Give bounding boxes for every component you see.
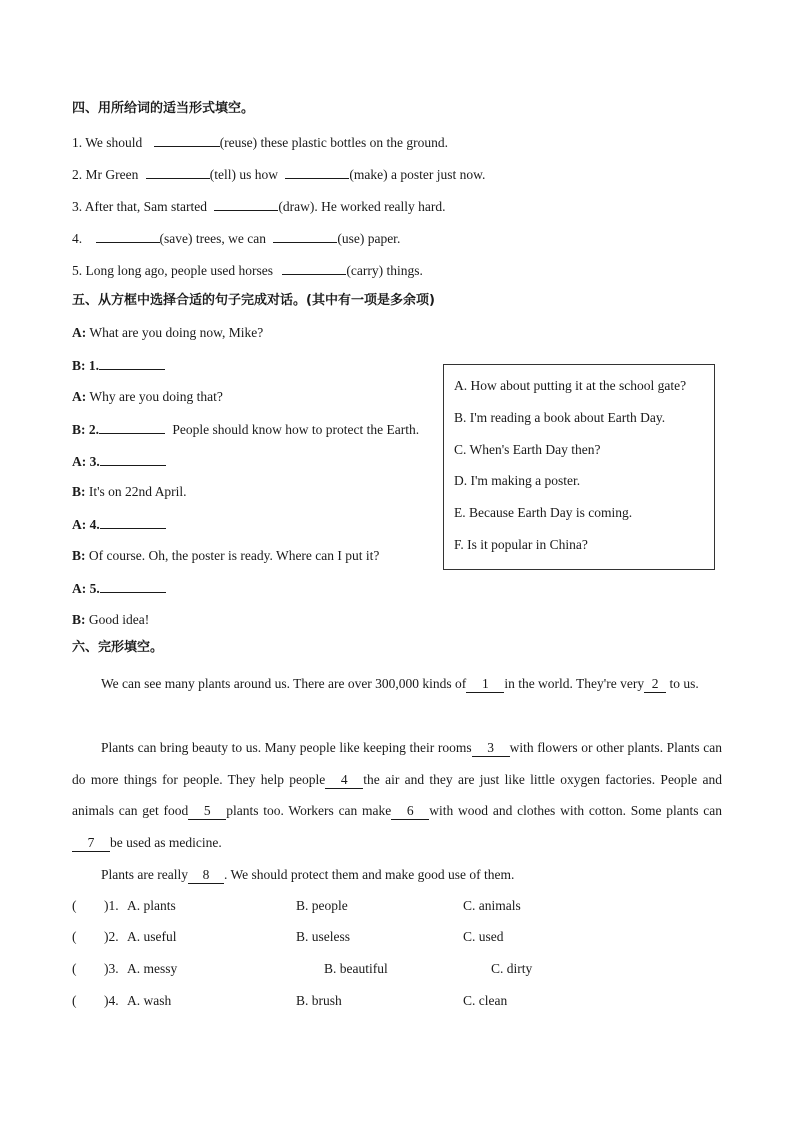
- dialogue-line: A: 5.: [72, 579, 166, 598]
- passage-paragraph-3: Plants are really 8 . We should protect them and make good use of them.: [101, 867, 515, 882]
- answer-paren[interactable]: (: [72, 961, 77, 976]
- answer-blank[interactable]: [96, 229, 160, 243]
- option-c: C. When's Earth Day then?: [454, 442, 601, 457]
- answer-blank[interactable]: [282, 261, 346, 275]
- answer-blank[interactable]: [100, 579, 166, 593]
- s4-item-2: 2. Mr Green (tell) us how (make) a poster just now.: [72, 167, 486, 182]
- passage-paragraph-2: Plants can bring beauty to us. Many people like keeping their rooms 3 with flowers or other plants. Plants can do more things for people. They help people 4 the air and they are just like little oxygen factories. People and animals can get food 5 plants too. Workers can make 6 with wood and clothes with cotton. Some plants can7 be used as medicine.: [72, 740, 722, 850]
- section4-heading: 四、用所给词的适当形式填空。: [72, 101, 255, 116]
- option-e: E. Because Earth Day is coming.: [454, 505, 633, 520]
- choice-a[interactable]: A. useful: [127, 929, 177, 944]
- answer-blank[interactable]: [146, 165, 210, 179]
- s4-item-3: 3. After that, Sam started (draw). He worked really hard.: [72, 199, 446, 214]
- options-box: [443, 364, 715, 570]
- cloze-blank[interactable]: 6: [391, 803, 429, 820]
- dialogue-line: B: It's on 22nd April.: [72, 484, 187, 499]
- dialogue-line: A: What are you doing now, Mike?: [72, 325, 264, 340]
- choice-c[interactable]: C. clean: [463, 993, 508, 1008]
- section6-heading: 六、完形填空。: [72, 640, 164, 655]
- answer-blank[interactable]: [100, 515, 166, 529]
- dialogue-line: B: 2. People should know how to protect the Earth.: [72, 422, 420, 437]
- s4-item-4: 4. (save) trees, we can (use) paper.: [72, 231, 401, 246]
- dialogue-line: A: 3.: [72, 452, 166, 471]
- cloze-blank[interactable]: 1: [466, 676, 504, 693]
- cloze-blank[interactable]: 3: [472, 740, 510, 757]
- cloze-blank[interactable]: 7: [72, 835, 110, 852]
- choice-c[interactable]: C. animals: [463, 898, 521, 913]
- option-a: A. How about putting it at the school gate?: [454, 378, 687, 393]
- s4-item-1: 1. We should (reuse) these plastic bottles on the ground.: [72, 135, 449, 150]
- dialogue-line: B: Of course. Oh, the poster is ready. Where can I put it?: [72, 548, 380, 563]
- cloze-blank[interactable]: 4: [325, 772, 363, 789]
- choice-b[interactable]: B. useless: [296, 929, 350, 944]
- option-d: D. I'm making a poster.: [454, 473, 581, 488]
- choice-c[interactable]: C. dirty: [491, 961, 533, 976]
- choice-a[interactable]: A. plants: [127, 898, 176, 913]
- choice-c[interactable]: C. used: [463, 929, 504, 944]
- cloze-blank[interactable]: 8: [188, 867, 224, 884]
- s4-item-5: 5. Long long ago, people used horses (carry) things.: [72, 263, 423, 278]
- answer-blank[interactable]: [99, 420, 165, 434]
- choice-b[interactable]: B. brush: [296, 993, 342, 1008]
- section5-heading: 五、从方框中选择合适的句子完成对话。(其中有一项是多余项): [72, 293, 435, 308]
- dialogue-line: A: Why are you doing that?: [72, 389, 223, 404]
- option-b: B. I'm reading a book about Earth Day.: [454, 410, 666, 425]
- answer-blank[interactable]: [285, 165, 349, 179]
- dialogue-line: B: 1.: [72, 356, 165, 375]
- answer-blank[interactable]: [154, 133, 220, 147]
- passage-paragraph-1: We can see many plants around us. There are over 300,000 kinds of 1 in the world. They're very 2 to us.: [101, 676, 699, 691]
- dialogue-line: A: 4.: [72, 515, 166, 534]
- answer-blank[interactable]: [100, 452, 166, 466]
- worksheet-page: 四、用所给词的适当形式填空。 1. We should (reuse) these plastic bottles on the ground. 2. Mr Green (tell) us how (make) a poster just now. 3. After that, Sam started (draw). He worked really hard. 4. (save) trees, we can (use) paper. 5. Long long ago, people used horses (carry) things. 五、从方框中选择合适的句子完成对话。(其中有一项是多余项) A: What are you doing now, Mike? B: 1. A: Why are you doing that? B: 2. People should know how to protect the Earth. A: 3. B: It's on 22nd April. A: 4. B: Of course. Oh, the poster is ready. Where can I put it? A: 5. B: Good idea! A. How about putting it at the school gate? B. I'm reading a book about Earth Day. C. When's Earth Day then? D. I'm making a poster. E. Because Earth Day is coming. F. Is it popular in China? 六、完形填空。 We can see many plants around us. There are over 300,000 kinds of 1 in the world. They're very 2 to us. Plants can bring beauty to us. Many people like keeping their rooms 3 with flowers or other plants. Plants can do more things for people. They help people 4 the air and they are just like little oxygen factories. People and animals can get food 5 plants too. Workers can make 6 with wood and clothes with cotton. Some plants can7 be used as medicine. Plants are really 8 . We should protect them and make good use of them. ( )1. A. plants B. people C. animals ( )2. A. useful B. useless C. used ( )3. A. messy B. beautiful C. dirty ( )4. A. wash B. brush C. clean: [72, 101, 722, 1008]
- cloze-blank[interactable]: 5: [188, 803, 226, 820]
- answer-blank[interactable]: [99, 356, 165, 370]
- choice-b[interactable]: B. people: [296, 898, 348, 913]
- option-f: F. Is it popular in China?: [454, 537, 588, 552]
- answer-paren[interactable]: (: [72, 993, 77, 1008]
- choice-b[interactable]: B. beautiful: [324, 961, 388, 976]
- answer-paren[interactable]: (: [72, 898, 77, 913]
- answer-paren[interactable]: (: [72, 929, 77, 944]
- choice-a[interactable]: A. messy: [127, 961, 178, 976]
- dialogue-line: B: Good idea!: [72, 612, 150, 627]
- answer-blank[interactable]: [214, 197, 278, 211]
- answer-blank[interactable]: [273, 229, 337, 243]
- cloze-blank[interactable]: 2: [644, 676, 666, 693]
- choice-a[interactable]: A. wash: [127, 993, 172, 1008]
